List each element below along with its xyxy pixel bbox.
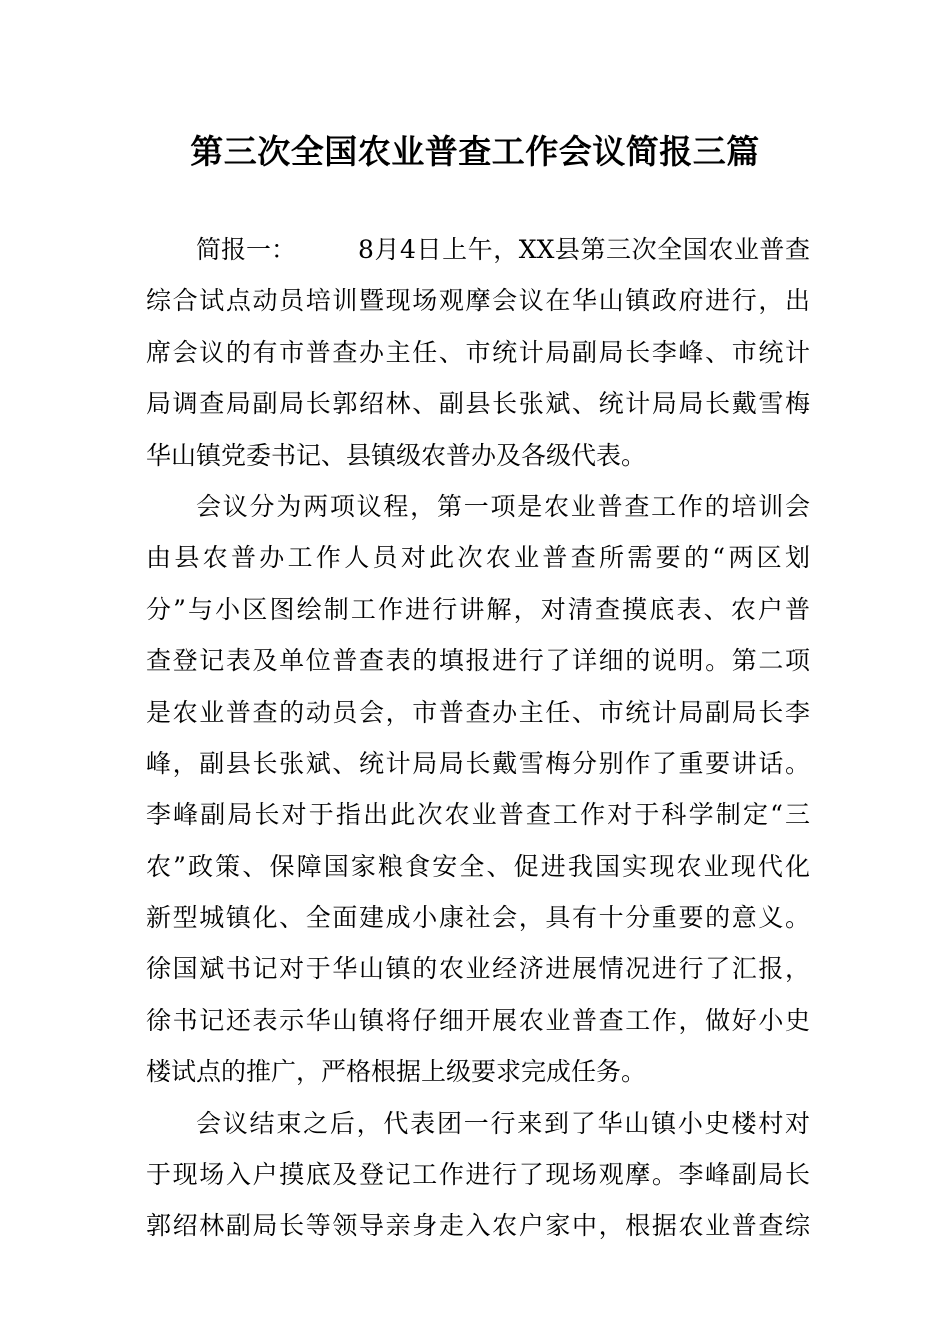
document-title: 第三次全国农业普查工作会议简报三篇 bbox=[190, 132, 760, 171]
text-line-10: 是农业普查的动员会，市普查办主任、市统计局副局长李 bbox=[146, 697, 810, 727]
text-line-9: 查登记表及单位普查表的填报进行了详细的说明。第二项 bbox=[146, 646, 810, 676]
document-body bbox=[146, 224, 810, 1252]
text-line-8: 分”与小区图绘制工作进行讲解，对清查摸底表、农户普 bbox=[146, 594, 810, 624]
text-line-16: 徐书记还表示华山镇将仔细开展农业普查工作，做好小史 bbox=[146, 1005, 810, 1035]
text-line-1-content: 8月4日上午，XX县第三次全国农业普查 bbox=[358, 235, 810, 264]
briefing-label: 简报一： bbox=[196, 235, 297, 264]
text-line-3: 席会议的有市普查办主任、市统计局副局长李峰、市统计 bbox=[146, 337, 810, 367]
text-line-6: 会议分为两项议程，第一项是农业普查工作的培训会 bbox=[196, 491, 810, 521]
text-line-7: 由县农普办工作人员对此次农业普查所需要的“两区划 bbox=[146, 543, 810, 573]
text-line-18: 会议结束之后，代表团一行来到了华山镇小史楼村对 bbox=[196, 1108, 810, 1138]
text-line-19: 于现场入户摸底及登记工作进行了现场观摩。李峰副局长 bbox=[146, 1160, 810, 1190]
text-line-12: 李峰副局长对于指出此次农业普查工作对于科学制定“三 bbox=[146, 800, 810, 830]
text-line-15: 徐国斌书记对于华山镇的农业经济进展情况进行了汇报， bbox=[146, 954, 810, 984]
text-line-2: 综合试点动员培训暨现场观摩会议在华山镇政府进行，出 bbox=[146, 286, 810, 316]
text-line-5: 华山镇党委书记、县镇级农普办及各级代表。 bbox=[146, 440, 647, 470]
text-line-20: 郭绍林副局长等领导亲身走入农户家中，根据农业普查综 bbox=[146, 1211, 810, 1241]
text-line-17: 楼试点的推广，严格根据上级要求完成任务。 bbox=[146, 1057, 647, 1087]
text-line-14: 新型城镇化、全面建成小康社会，具有十分重要的意义。 bbox=[146, 903, 810, 933]
text-line-11: 峰，副县长张斌、统计局局长戴雪梅分别作了重要讲话。 bbox=[146, 748, 810, 778]
text-line-13: 农”政策、保障国家粮食安全、促进我国实现农业现代化 bbox=[146, 851, 810, 881]
text-line-1 bbox=[146, 224, 810, 275]
text-line-4: 局调查局副局长郭绍林、副县长张斌、统计局局长戴雪梅 bbox=[146, 389, 810, 419]
